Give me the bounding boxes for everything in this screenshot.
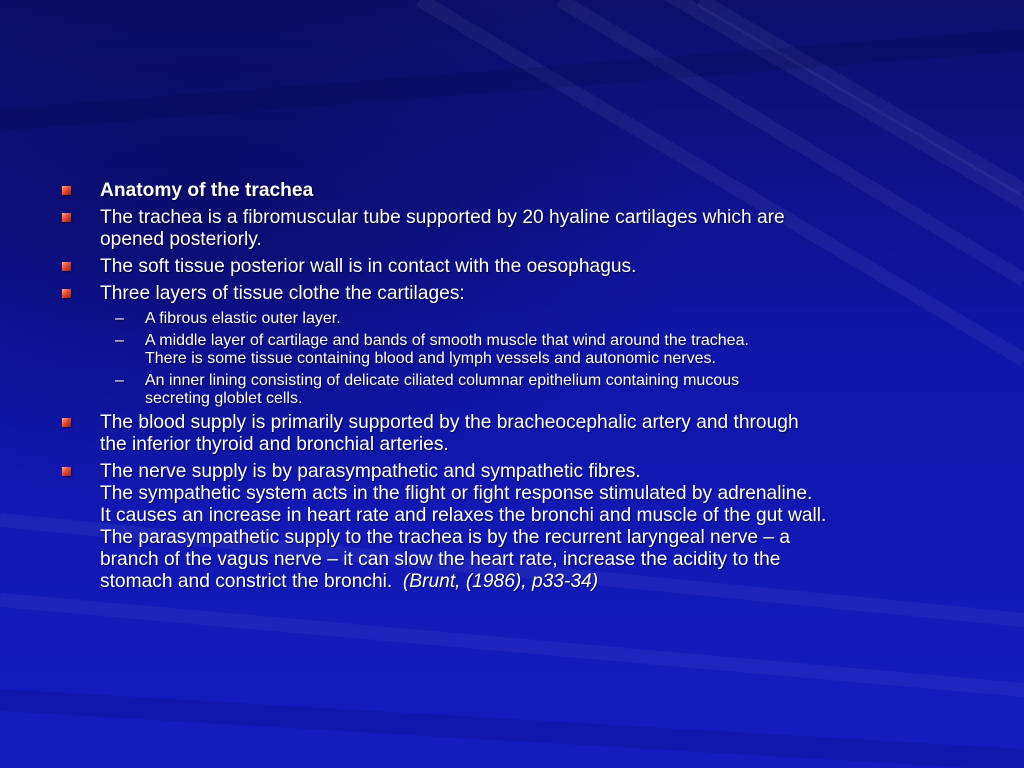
sub-text-line: A fibrous elastic outer layer. [145,310,341,327]
bullet-text-line: branch of the vagus nerve – it can slow the heart rate, increase the acidity to the [100,549,781,570]
citation: (Brunt, (1986), p33-34) [402,571,599,592]
bullet-text-fragment: stomach and constrict the bronchi. [100,571,393,592]
bullet-item-nerve-supply [62,461,982,593]
red-square-bullet-icon [62,262,71,271]
sub-item-middle-layer [62,332,982,368]
bullet-text-line: The nerve supply is by parasympathetic and sympathetic fibres. [100,461,641,482]
sub-text-line: A middle layer of cartilage and bands of smooth muscle that wind around the trachea. [145,332,749,349]
bullet-text-line: The trachea is a fibromuscular tube supported by 20 hyaline cartilages which are [100,207,785,228]
slide-heading: Anatomy of the trachea [100,180,314,201]
bullet-text-line: The soft tissue posterior wall is in contact with the oesophagus. [100,256,637,277]
bullet-item-blood-supply [62,412,982,456]
bullet-item-trachea-description [62,207,982,251]
sub-text-line: An inner lining consisting of delicate ciliated columnar epithelium containing mucous [145,372,740,389]
red-square-bullet-icon [62,186,71,195]
red-square-bullet-icon [62,213,71,222]
sub-text-line: There is some tissue containing blood and lymph vessels and autonomic nerves. [145,350,716,367]
bullet-item-posterior-wall [62,256,982,278]
sub-item-inner-lining [62,372,982,408]
bullet-text-last-line [100,571,982,593]
bullet-text-line: the inferior thyroid and bronchial arteries. [100,434,449,455]
bullet-text-line: Three layers of tissue clothe the cartilages: [100,283,465,304]
red-square-bullet-icon [62,289,71,298]
red-square-bullet-icon [62,467,71,476]
sub-item-outer-layer [62,310,982,328]
dash-bullet: – [115,372,124,389]
sub-text-line: secreting globlet cells. [145,390,303,407]
dash-bullet: – [115,332,124,349]
bullet-item-heading [62,180,982,202]
red-square-bullet-icon [62,418,71,427]
bullet-item-tissue-layers [62,283,982,305]
bullet-text-line: It causes an increase in heart rate and relaxes the bronchi and muscle of the gut wall. [100,505,827,526]
bullet-text-line: The blood supply is primarily supported by the bracheocephalic artery and through [100,412,799,433]
bullet-text-line: opened posteriorly. [100,229,262,250]
slide-content [62,180,982,598]
dash-bullet: – [115,310,124,327]
bullet-text-line: The sympathetic system acts in the flight or fight response stimulated by adrenaline. [100,483,813,504]
bullet-text-line: The parasympathetic supply to the trachea is by the recurrent laryngeal nerve – a [100,527,791,548]
